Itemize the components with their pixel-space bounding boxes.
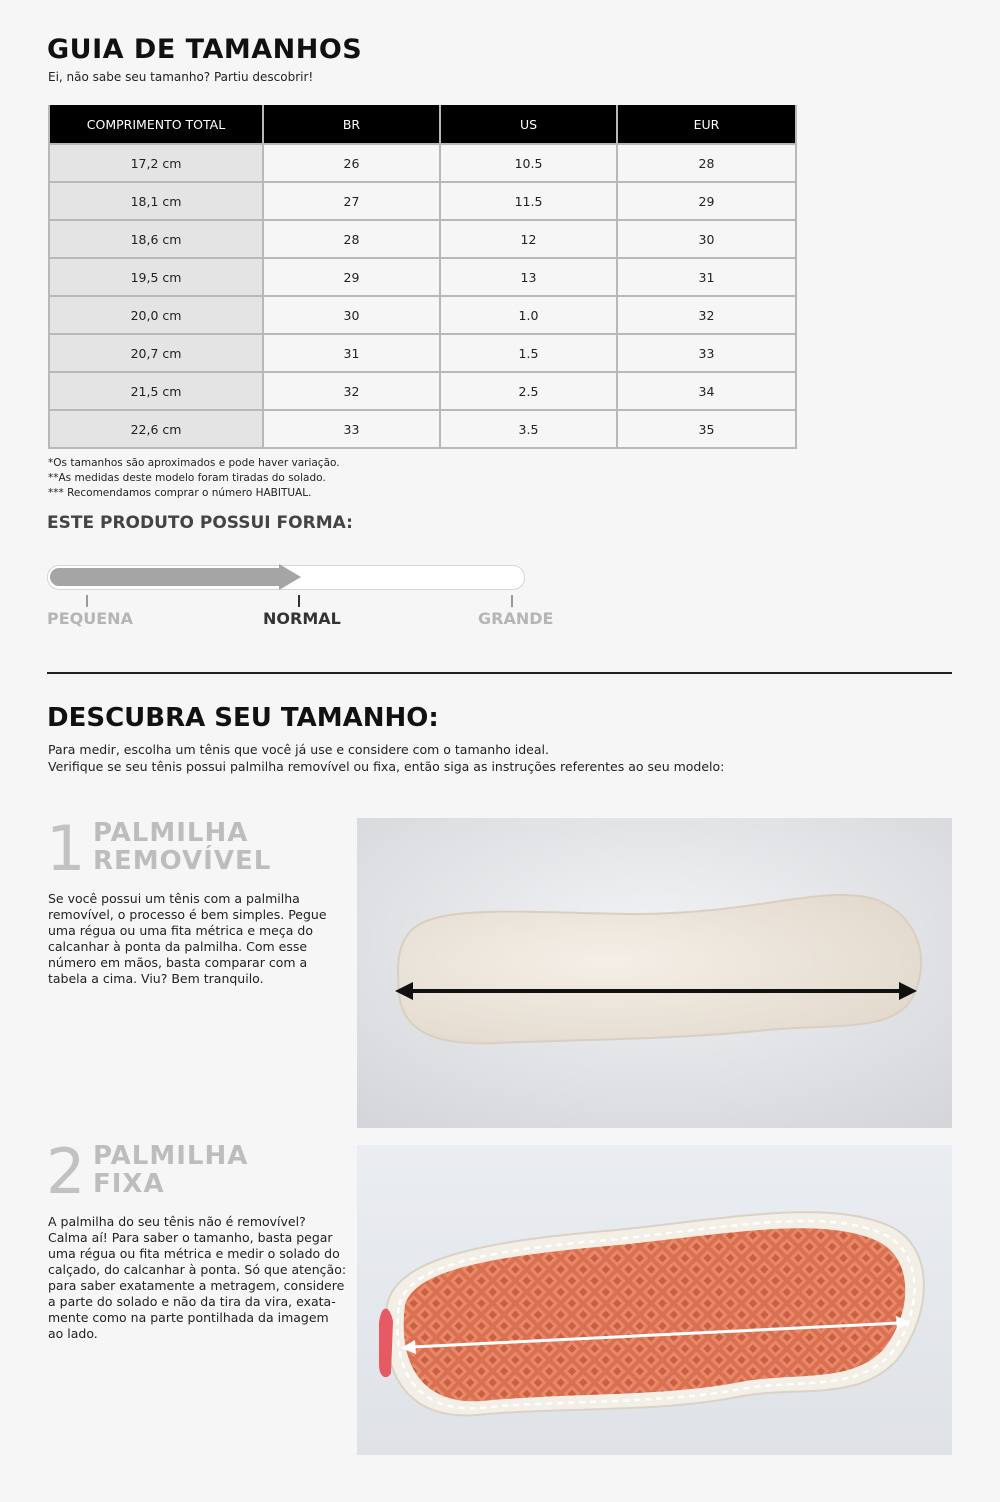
table-row bbox=[49, 144, 796, 182]
step2-text-line: uma régua ou fita métrica e medir o solado do bbox=[48, 1246, 340, 1261]
step1-title-line: REMOVÍVEL bbox=[93, 846, 272, 876]
size-table-body bbox=[49, 144, 796, 448]
intro-line: Verifique se seu tênis possui palmilha removível ou fixa, então siga as instruções referentes ao seu modelo: bbox=[48, 759, 725, 774]
step1-number: 1 bbox=[46, 812, 86, 885]
table-cell: 20,0 cm bbox=[49, 296, 263, 334]
table-cell: 28 bbox=[263, 220, 440, 258]
table-cell: 13 bbox=[440, 258, 617, 296]
table-cell: 26 bbox=[263, 144, 440, 182]
table-cell: 10.5 bbox=[440, 144, 617, 182]
step2-text bbox=[48, 1214, 346, 1342]
fit-label-large: GRANDE bbox=[478, 609, 554, 628]
table-row bbox=[49, 182, 796, 220]
table-row bbox=[49, 258, 796, 296]
step2-title bbox=[93, 1142, 248, 1198]
table-row bbox=[49, 220, 796, 258]
step1-title bbox=[93, 819, 271, 875]
table-cell: 34 bbox=[617, 372, 796, 410]
table-cell: 18,6 cm bbox=[49, 220, 263, 258]
fit-tick bbox=[298, 595, 300, 607]
table-cell: 2.5 bbox=[440, 372, 617, 410]
step2-text-line: a parte do solado e não da tira da vira, exata- bbox=[48, 1294, 336, 1309]
sole-photo bbox=[357, 1145, 952, 1455]
column-header: EUR bbox=[617, 105, 796, 144]
table-cell: 32 bbox=[617, 296, 796, 334]
sole-illustration bbox=[357, 1145, 952, 1455]
table-cell: 30 bbox=[617, 220, 796, 258]
table-cell: 11.5 bbox=[440, 182, 617, 220]
step1-text-line: número em mãos, basta comparar com a bbox=[48, 955, 308, 970]
note-line: **As medidas deste modelo foram tiradas do solado. bbox=[48, 472, 326, 484]
table-cell: 31 bbox=[617, 258, 796, 296]
fit-scale-fill bbox=[50, 568, 285, 586]
table-cell: 22,6 cm bbox=[49, 410, 263, 448]
table-cell: 32 bbox=[263, 372, 440, 410]
section-divider bbox=[47, 672, 952, 674]
table-cell: 31 bbox=[263, 334, 440, 372]
table-cell: 29 bbox=[617, 182, 796, 220]
table-cell: 3.5 bbox=[440, 410, 617, 448]
table-row bbox=[49, 334, 796, 372]
step1-title-line: PALMILHA bbox=[93, 818, 249, 848]
note-line: *** Recomendamos comprar o número HABITUAL. bbox=[48, 487, 312, 499]
table-cell: 29 bbox=[263, 258, 440, 296]
column-header: US bbox=[440, 105, 617, 144]
table-row bbox=[49, 372, 796, 410]
intro-line: Para medir, escolha um tênis que você já use e considere com o tamanho ideal. bbox=[48, 742, 549, 757]
step2-text-line: mente como na parte pontilhada da imagem bbox=[48, 1310, 329, 1325]
fit-tick bbox=[86, 595, 88, 607]
size-table bbox=[48, 105, 797, 449]
table-cell: 35 bbox=[617, 410, 796, 448]
step2-text-line: ao lado. bbox=[48, 1326, 98, 1341]
discover-intro bbox=[48, 741, 724, 775]
step2-text-line: para saber exatamente a metragem, considere bbox=[48, 1278, 345, 1293]
step1-text-line: removível, o processo é bem simples. Pegue bbox=[48, 907, 327, 922]
insole-photo bbox=[357, 818, 952, 1128]
size-notes bbox=[48, 456, 340, 501]
discover-title: DESCUBRA SEU TAMANHO: bbox=[47, 703, 439, 733]
table-cell: 20,7 cm bbox=[49, 334, 263, 372]
table-cell: 12 bbox=[440, 220, 617, 258]
step2-text-line: calçado, do calcanhar à ponta. Só que atenção: bbox=[48, 1262, 347, 1277]
size-table-header bbox=[49, 105, 796, 144]
insole-shape bbox=[398, 895, 921, 1043]
step2-number: 2 bbox=[46, 1135, 86, 1208]
step1-text-line: calcanhar à ponta da palmilha. Com esse bbox=[48, 939, 308, 954]
step2-text-line: Calma aí! Para saber o tamanho, basta pegar bbox=[48, 1230, 333, 1245]
table-cell: 18,1 cm bbox=[49, 182, 263, 220]
table-cell: 33 bbox=[617, 334, 796, 372]
insole-illustration bbox=[357, 818, 952, 1128]
table-row bbox=[49, 410, 796, 448]
fit-arrow-icon bbox=[279, 564, 301, 590]
table-row bbox=[49, 296, 796, 334]
step1-text-line: uma régua ou uma fita métrica e meça do bbox=[48, 923, 313, 938]
column-header: COMPRIMENTO TOTAL bbox=[49, 105, 263, 144]
step2-title-line: FIXA bbox=[93, 1169, 165, 1199]
table-cell: 28 bbox=[617, 144, 796, 182]
step2-text-line: A palmilha do seu tênis não é removível? bbox=[48, 1214, 306, 1229]
fit-tick bbox=[511, 595, 513, 607]
fit-label-normal: NORMAL bbox=[263, 609, 341, 628]
table-cell: 27 bbox=[263, 182, 440, 220]
step1-text bbox=[48, 891, 327, 987]
fit-label-small: PEQUENA bbox=[47, 609, 133, 628]
step2-title-line: PALMILHA bbox=[93, 1141, 249, 1171]
step1-text-line: Se você possui um tênis com a palmilha bbox=[48, 891, 300, 906]
table-cell: 19,5 cm bbox=[49, 258, 263, 296]
heel-tab bbox=[379, 1308, 393, 1377]
page-title: GUIA DE TAMANHOS bbox=[47, 34, 363, 65]
table-cell: 17,2 cm bbox=[49, 144, 263, 182]
fit-heading: ESTE PRODUTO POSSUI FORMA: bbox=[47, 513, 353, 533]
page-subtitle: Ei, não sabe seu tamanho? Partiu descobrir! bbox=[48, 70, 314, 84]
table-cell: 1.5 bbox=[440, 334, 617, 372]
table-cell: 1.0 bbox=[440, 296, 617, 334]
table-cell: 21,5 cm bbox=[49, 372, 263, 410]
table-cell: 33 bbox=[263, 410, 440, 448]
note-line: *Os tamanhos são aproximados e pode haver variação. bbox=[48, 457, 340, 469]
table-cell: 30 bbox=[263, 296, 440, 334]
step1-text-line: tabela a cima. Viu? Bem tranquilo. bbox=[48, 971, 264, 986]
column-header: BR bbox=[263, 105, 440, 144]
